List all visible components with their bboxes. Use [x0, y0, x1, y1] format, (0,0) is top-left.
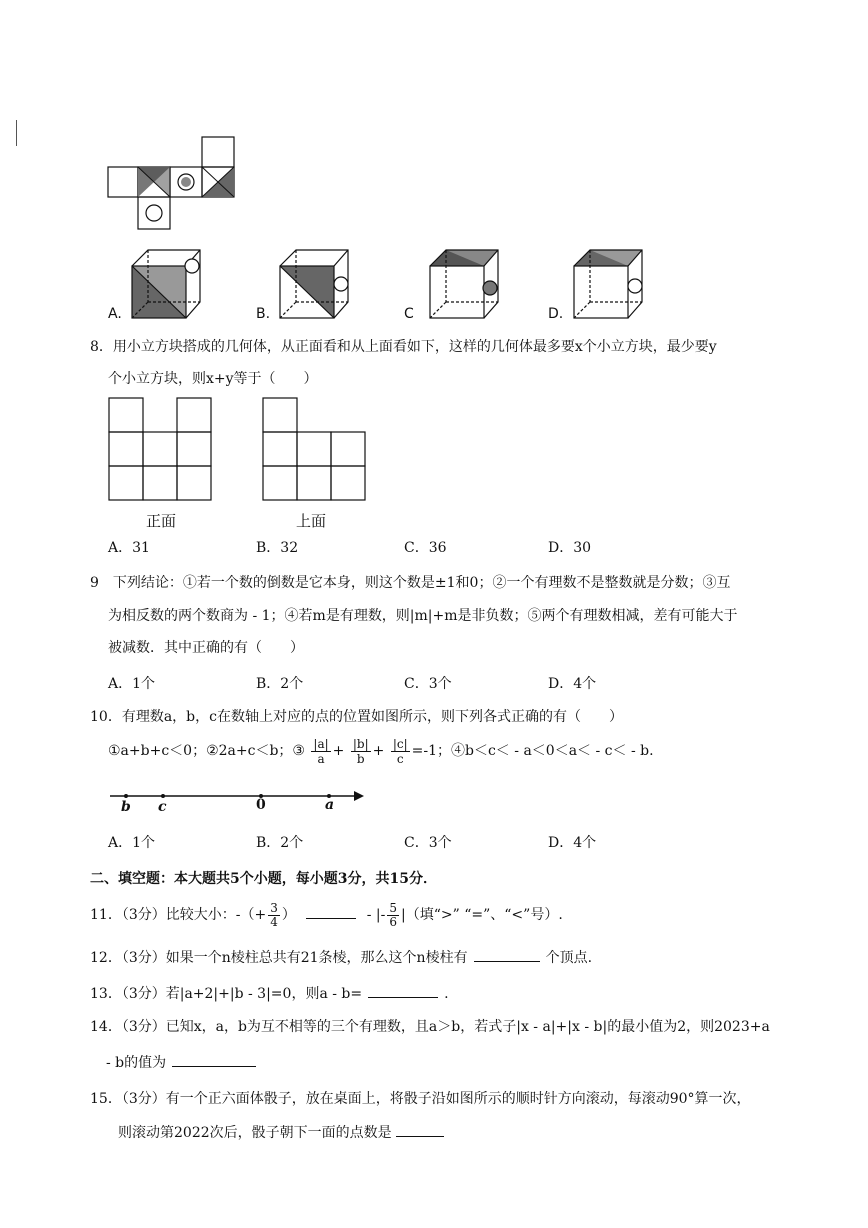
q8-option-d[interactable]: D．30: [548, 540, 592, 556]
q8-option-c[interactable]: C．36: [404, 540, 447, 556]
margin-mark: [16, 120, 17, 146]
front-view-label: 正面: [146, 512, 177, 530]
q10-item1: ①a+b+c＜0；②2a+c＜b；③: [108, 743, 305, 759]
q9-option-d[interactable]: D．4个: [548, 676, 597, 692]
section-2-heading: 二、填空题：本大题共5个小题，每小题3分，共15分．: [90, 871, 437, 887]
axis-label-c: c: [158, 799, 167, 815]
q10-option-d[interactable]: D．4个: [548, 835, 597, 851]
q15-line1: 15．（3分）有一个正六面体骰子，放在桌面上，将骰子沿如图所示的顺时针方向滚动，每滚动90°算一次，: [90, 1091, 751, 1107]
q8-line1: 8．用小立方块搭成的几何体，从正面看和从上面看如下，这样的几何体最多要x个小立方块，最少要y: [90, 339, 717, 355]
q12-answer-blank[interactable]: [474, 947, 540, 962]
q10-option-b[interactable]: B．2个: [256, 835, 304, 851]
q10-frac-c: $\frac{|c|}{c}$: [392, 736, 408, 766]
q15-answer-blank[interactable]: [396, 1122, 444, 1137]
front-view-grid: [108, 397, 212, 501]
q10-eq: =-1；④b＜c＜ - a＜0＜a＜ - c＜ - b.: [411, 743, 654, 759]
q7-option-b[interactable]: B.: [256, 306, 271, 322]
q11-frac-2: $\frac{5}{6}$: [389, 900, 398, 929]
q12: 12．（3分）如果一个n棱柱总共有21条棱，那么这个n棱柱有 个顶点.: [90, 947, 592, 967]
axis-label-a: a: [325, 797, 335, 813]
top-view-label: 上面: [296, 512, 327, 530]
q14-answer-blank[interactable]: [172, 1052, 256, 1067]
q7-option-a[interactable]: A.: [108, 306, 122, 322]
top-view-grid: [262, 397, 366, 501]
q8-option-b[interactable]: B．32: [256, 540, 299, 556]
q14-line2: - b的值为: [106, 1052, 262, 1072]
axis-label-0: 0: [256, 797, 266, 813]
q7-option-d[interactable]: D.: [548, 306, 564, 322]
q10-option-c[interactable]: C．3个: [404, 835, 452, 851]
q8-option-a[interactable]: A．31: [108, 540, 150, 556]
cube-option-d: [572, 248, 644, 320]
q9-option-c[interactable]: C．3个: [404, 676, 452, 692]
q13-answer-blank[interactable]: [368, 983, 438, 998]
q11-frac-1: $\frac{3}{4}$: [270, 900, 278, 929]
cube-option-c: [428, 248, 500, 320]
q13: 13．（3分）若|a+2|+|b - 3|=0，则a - b= .: [90, 983, 449, 1003]
cube-option-a: [130, 248, 202, 320]
q11-answer-blank[interactable]: [306, 904, 356, 919]
q10-statements: ①a+b+c＜0；②2a+c＜b；③ $\frac{|a|}{a}$ + $\frac{|b|}{b}$ + $\frac{|c|}{c}$ =-1；④b＜c＜ - a＜0＜a＜ - c＜ - b.: [108, 736, 654, 766]
q8-line2: 个小立方块，则x+y等于（ ）: [108, 371, 318, 387]
cube-net-figure: [108, 135, 240, 231]
cube-option-b: [278, 248, 350, 320]
q7-option-c[interactable]: C: [404, 306, 414, 322]
q9-line2: 为相反数的两个数商为 - 1；④若m是有理数，则|m|+m是非负数；⑤两个有理数相减，差有可能大于: [108, 608, 738, 624]
q10-option-a[interactable]: A．1个: [108, 835, 156, 851]
axis-label-b: b: [121, 799, 131, 815]
q9-line3: 被减数．其中正确的有（ ）: [108, 640, 304, 656]
q10-frac-a: $\frac{|a|}{a}$: [313, 736, 329, 766]
q14-line1: 14．（3分）已知x，a，b为互不相等的三个有理数，且a＞b，若式子|x - a|+|x - b|的最小值为2，则2023+a: [90, 1019, 770, 1035]
q9-line1: 9 下列结论：①若一个数的倒数是它本身，则这个数是±1和0；②一个有理数不是整数就是分数；③互: [90, 575, 731, 591]
q10-frac-b: $\frac{|b|}{b}$: [352, 736, 369, 766]
q15-line2: 则滚动第2022次后，骰子朝下一面的点数是: [118, 1122, 448, 1142]
q10-line1: 10．有理数a，b，c在数轴上对应的点的位置如图所示，则下列各式正确的有（ ）: [90, 709, 623, 725]
q9-option-b[interactable]: B．2个: [256, 676, 304, 692]
q9-option-a[interactable]: A．1个: [108, 676, 156, 692]
q11: 11．（3分）比较大小：-（+ $\frac{3}{4}$ ） - |- $\frac{5}{6}$ |（填“>” “=”、“<”号）.: [90, 900, 563, 929]
